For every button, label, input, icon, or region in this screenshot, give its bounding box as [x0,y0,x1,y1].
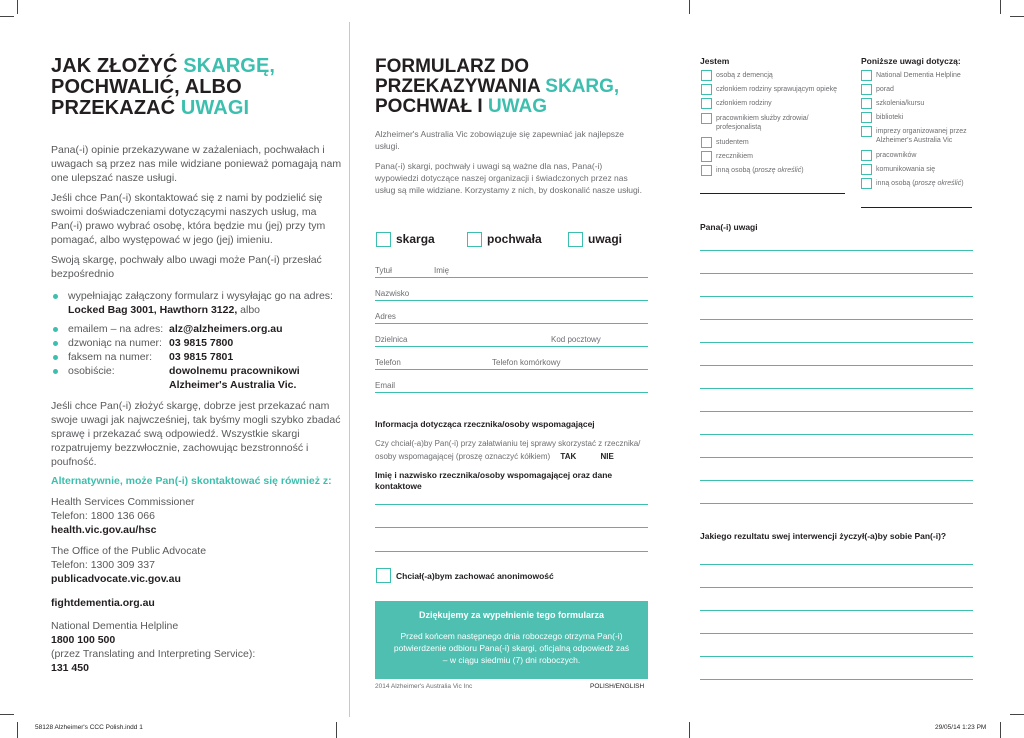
jestem-option: studentem [716,139,749,146]
jestem-option-other: inną osobą (proszę określić) [716,167,804,174]
form-intro-2: Pana(-i) skargi, pochwały i uwagi są ważne dla nas, Pana(-i) wypowiedzi dotyczące naszej organizacji i świadczonych przez nas usług są mile widziane. Korzystamy z nich, by doskonalić nasze usługi. [375,161,642,195]
anonymous-checkbox[interactable] [376,568,391,583]
jestem-checkbox[interactable] [701,84,712,95]
crop-mark [1010,714,1024,715]
uwagi-line[interactable] [700,503,973,504]
dotycza-option: komunikowania się [876,166,936,173]
jestem-checkbox[interactable] [701,70,712,81]
jestem-checkbox[interactable] [701,137,712,148]
jestem-option: osobą z demencją [716,72,773,79]
opa-contact: The Office of the Public Advocate Telefon: 1300 309 337 publicadvocate.vic.gov.au [51,545,207,585]
advocate-line[interactable] [375,527,648,528]
crop-mark [1000,0,1001,14]
jestem-checkbox[interactable] [701,98,712,109]
bullet-inperson-label: osobiście: [68,365,115,377]
bullet-email-label: emailem – na adres: [68,323,164,335]
advocate-paragraph: Jeśli chce Pan(-i) skontaktować się z nami by podzielić się swoimi doświadczeniami dotyczącymi naszych usług, ma Pan(-i) prawo wybrać osobę, która będzie mu (jej) przy tym pomagać, albo występować w jego (jej) imieniu. [51,192,326,246]
fax-number: 03 9815 7801 [169,351,234,363]
jestem-option: rzecznikiem [716,153,753,160]
dotycza-checkbox[interactable] [861,178,872,189]
uwagi-line[interactable] [700,457,973,458]
skarga-checkbox[interactable] [376,232,391,247]
fold-mark [349,22,350,717]
advocate-heading: Informacja dotycząca rzecznika/osoby wspomagającej [375,419,595,429]
dotycza-option: imprezy organizowanej przez Alzheimer's Australia Vic [876,128,967,144]
jestem-checkbox[interactable] [701,113,712,124]
advocate-line[interactable] [375,504,648,505]
rezultat-heading: Jakiego rezultatu swej interwencji życzył(-a)by sobie Pan(-i)? [700,531,947,541]
rezultat-line[interactable] [700,633,973,634]
pochwala-checkbox[interactable] [467,232,482,247]
dotycza-other-line[interactable] [861,207,972,208]
dotycza-checkbox[interactable] [861,70,872,81]
advocate-line[interactable] [375,551,648,552]
email-link[interactable]: alz@alzheimers.org.au [169,323,283,335]
bullet [53,294,58,299]
phone-field-label: Telefon [375,358,401,367]
dotycza-option-other: inną osobą (proszę określić) [876,180,964,187]
bullet-phone-label: dzwoniąc na numer: [68,337,162,349]
fightdementia-link[interactable]: fightdementia.org.au [51,597,155,609]
fold-mark [689,0,690,14]
advocate-name-heading: Imię i nazwisko rzecznika/osoby wspomagającej oraz dane kontaktowe [375,470,613,491]
thank-you-body: Przed końcem następnego dnia roboczego otrzyma Pan(-i) potwierdzenie odbioru Pana(-i) skargi, oficjalną odpowiedź zaś – w ciągu siedmiu (7) dni roboczych. [393,631,630,665]
uwagi-checkbox[interactable] [568,232,583,247]
dotycza-checkbox[interactable] [861,126,872,137]
rezultat-line[interactable] [700,610,973,611]
form-intro-1: Alzheimer's Australia Vic zobowiązuje się zapewniać jak najlepsze usługi. [375,129,625,151]
dotycza-option: pracowników [876,152,917,159]
thank-you-title: Dziękujemy za wypełnienie tego formularza [418,610,605,620]
helpline-contact: National Dementia Helpline 1800 100 500 (przez Translating and Interpreting Service): 131 450 [51,620,256,674]
uwagi-line[interactable] [700,296,973,297]
jestem-option: członkiem rodziny [716,100,772,107]
phone-field-line[interactable] [375,369,648,370]
rezultat-line[interactable] [700,587,973,588]
inperson-value: dowolnemu pracownikowi Alzheimer's Australia Vic. [169,365,300,391]
uwagi-line[interactable] [700,365,973,366]
dotycza-heading: Poniższe uwagi dotyczą: [861,56,961,66]
bullet-fax-label: faksem na numer: [68,351,153,363]
send-paragraph: Swoją skargę, pochwały albo uwagi może Pan(-i) przesłać bezpośrednio [51,254,322,280]
fold-mark [336,722,337,738]
jestem-other-line[interactable] [700,193,845,194]
crop-mark [17,0,18,14]
uwagi-line[interactable] [700,319,973,320]
dotycza-option: porad [876,86,894,93]
page-title: JAK ZŁOŻYĆ SKARGĘ, POCHWALIĆ, ALBO PRZEKAZAĆ UWAGI [51,55,276,119]
bullet-form: wypełniając załączony formularz i wysyłając go na adres: Locked Bag 3001, Hawthorn 3122, albo [68,290,333,316]
dotycza-checkbox[interactable] [861,164,872,175]
jestem-option: członkiem rodziny sprawującym opiekę [716,86,837,93]
postcode-field-label: Kod pocztowy [551,335,601,344]
rezultat-line[interactable] [700,564,973,565]
suburb-field-label: Dzielnica [375,335,408,344]
dotycza-checkbox[interactable] [861,112,872,123]
dotycza-option: biblioteki [876,114,904,121]
crop-mark [1010,16,1024,17]
address-field-label: Adres [375,312,396,321]
email-field-label: Email [375,381,396,390]
dotycza-option: National Dementia Helpline [876,72,961,79]
alternative-heading: Alternatywnie, może Pan(-i) skontaktować się również z: [51,475,332,487]
address-field-line[interactable] [375,323,648,324]
jestem-checkbox[interactable] [701,151,712,162]
form-title: FORMULARZ DO PRZEKAZYWANIA SKARG, POCHWAŁ I UWAG [375,56,620,117]
dotycza-checkbox[interactable] [861,98,872,109]
intro-paragraph: Pana(-i) opinie przekazywane w zażaleniach, pochwałach i uwagach są przez nas mile widziane ponieważ pomagają nam one ulepszać nasze usługi. [51,144,342,184]
first-name-field-label: Imię [434,266,450,275]
pochwala-label: pochwała [487,232,542,246]
complaint-paragraph: Jeśli chce Pan(-i) złożyć skargę, dobrze jest przekazać nam swoje uwagi jak najwcześniej, tak byśmy mogli szybko zbadać sprawę i przekazać swą odpowiedź. Wszystkie skargi rozpatrujemy bezzwłocznie, zachowując bezstronność i poufność. [51,400,341,468]
jestem-checkbox[interactable] [701,165,712,176]
thank-you-box [375,601,648,679]
slug-left: 58128 Alzheimer's CCC Polish.indd 1 [35,724,143,731]
uwagi-line[interactable] [700,480,973,481]
dotycza-checkbox[interactable] [861,150,872,161]
advocate-question: Czy chciał(-a)by Pan(-i) przy załatwianiu tej sprawy skorzystać z rzecznika/ osoby wspomagającej (proszę oznaczyć kółkiem) TAK NIE [375,439,641,461]
uwagi-line[interactable] [700,388,973,389]
copyright: 2014 Alzheimer's Australia Vic Inc [375,683,473,690]
suburb-field-line[interactable] [375,346,648,347]
bullet [53,341,58,346]
anonymous-label: Chciał(-a)bym zachować anonimowość [396,571,554,581]
title-field-label: Tytuł [375,266,392,275]
crop-mark [0,16,14,17]
phone-number: 03 9815 7800 [169,337,234,349]
rezultat-line[interactable] [700,656,973,657]
surname-field-line[interactable] [375,300,648,301]
hsc-contact: Health Services Commissioner Telefon: 1800 136 066 health.vic.gov.au/hsc [51,496,195,536]
mobile-field-label: Telefon komórkowy [492,358,561,367]
tak-option[interactable]: TAK [560,452,577,461]
jestem-heading: Jestem [700,56,730,66]
bullet [53,369,58,374]
fold-mark [689,722,690,738]
bullet [53,355,58,360]
jestem-option: pracownikiem służby zdrowia/ profesjonalistą [716,115,809,131]
crop-mark [0,714,14,715]
rezultat-line[interactable] [700,679,973,680]
email-field-line[interactable] [375,392,648,393]
uwagi-line[interactable] [700,250,973,251]
bullet [53,327,58,332]
skarga-label: skarga [396,232,435,246]
name-field-line[interactable] [375,277,648,278]
uwagi-line[interactable] [700,273,973,274]
crop-mark [1000,722,1001,738]
dotycza-option: szkolenia/kursu [876,100,925,107]
uwagi-line[interactable] [700,434,973,435]
language-tag: POLISH/ENGLISH [590,683,645,690]
slug-right: 29/05/14 1:23 PM [935,724,987,731]
dotycza-checkbox[interactable] [861,84,872,95]
surname-field-label: Nazwisko [375,289,410,298]
uwagi-heading: Pana(-i) uwagi [700,222,758,232]
nie-option[interactable]: NIE [600,452,614,461]
uwagi-line[interactable] [700,411,973,412]
uwagi-label: uwagi [588,232,623,246]
uwagi-line[interactable] [700,342,973,343]
crop-mark [17,722,18,738]
